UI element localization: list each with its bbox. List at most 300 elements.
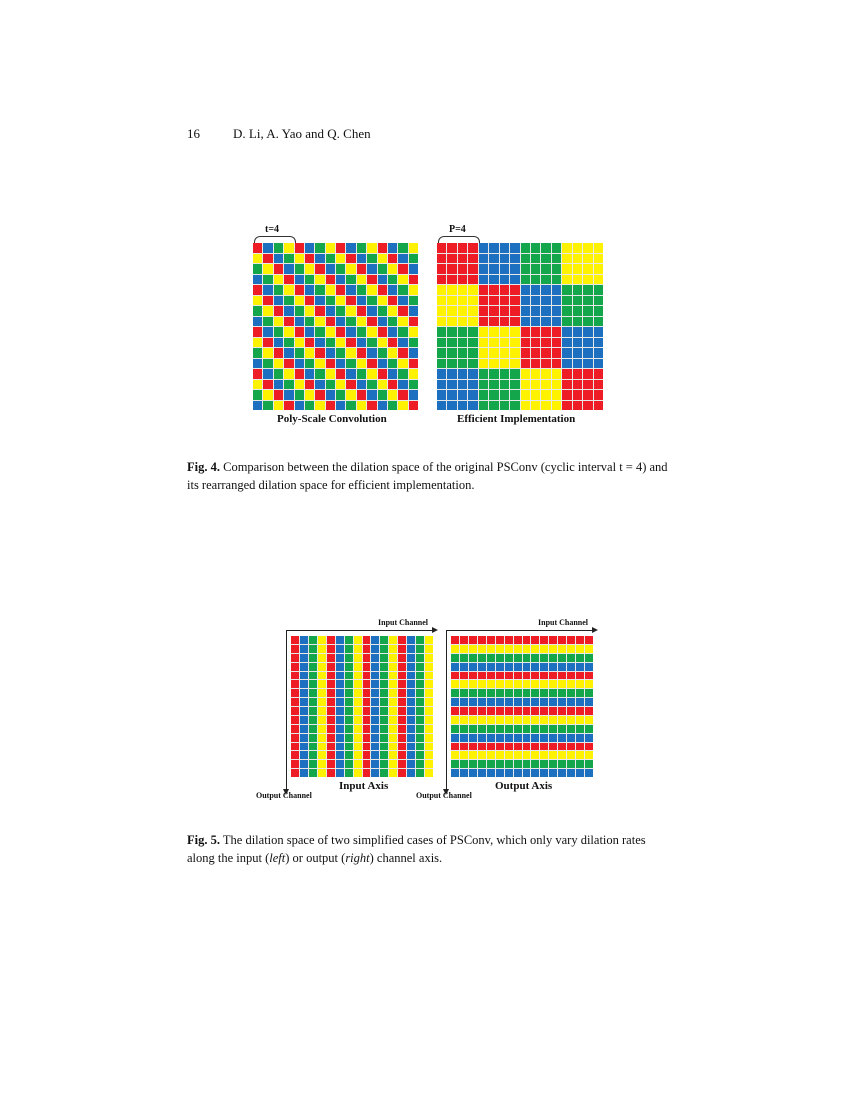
grid-cell: [295, 264, 304, 274]
grid-cell: [468, 401, 477, 411]
grid-cell: [451, 654, 459, 662]
grid-cell: [541, 275, 550, 285]
grid-cell: [469, 663, 477, 671]
grid-cell: [479, 285, 488, 295]
grid-cell: [336, 636, 344, 644]
grid-cell: [549, 716, 557, 724]
grid-cell: [305, 338, 314, 348]
grid-cell: [469, 734, 477, 742]
grid-cell: [398, 359, 407, 369]
grid-cell: [562, 264, 571, 274]
grid-cell: [371, 672, 379, 680]
grid-cell: [562, 348, 571, 358]
grid-cell: [346, 317, 355, 327]
grid-cell: [549, 636, 557, 644]
grid-cell: [326, 264, 335, 274]
grid-cell: [388, 317, 397, 327]
grid-cell: [521, 369, 530, 379]
grid-cell: [305, 348, 314, 358]
grid-cell: [305, 264, 314, 274]
grid-cell: [500, 338, 509, 348]
grid-cell: [549, 725, 557, 733]
grid-cell: [468, 275, 477, 285]
grid-cell: [478, 716, 486, 724]
grid-cell: [363, 636, 371, 644]
grid-cell: [583, 338, 592, 348]
grid-cell: [263, 359, 272, 369]
grid-cell: [478, 698, 486, 706]
grid-cell: [398, 743, 406, 751]
grid-cell: [409, 369, 418, 379]
grid-cell: [388, 359, 397, 369]
grid-cell: [315, 275, 324, 285]
grid-cell: [447, 401, 456, 411]
grid-cell: [274, 401, 283, 411]
grid-cell: [336, 243, 345, 253]
grid-cell: [573, 359, 582, 369]
grid-cell: [409, 359, 418, 369]
grid-cell: [327, 743, 335, 751]
grid-cell: [309, 698, 317, 706]
grid-cell: [388, 296, 397, 306]
input-axis-title: Input Axis: [339, 780, 389, 792]
grid-cell: [389, 751, 397, 759]
grid-cell: [253, 317, 262, 327]
grid-cell: [371, 751, 379, 759]
grid-cell: [398, 275, 407, 285]
grid-cell: [274, 390, 283, 400]
grid-cell: [562, 254, 571, 264]
grid-cell: [478, 663, 486, 671]
grid-cell: [291, 707, 299, 715]
grid-cell: [468, 338, 477, 348]
grid-cell: [336, 707, 344, 715]
grid-cell: [318, 760, 326, 768]
grid-cell: [460, 663, 468, 671]
grid-cell: [388, 327, 397, 337]
grid-cell: [567, 716, 575, 724]
grid-cell: [552, 285, 561, 295]
grid-cell: [514, 725, 522, 733]
grid-cell: [367, 254, 376, 264]
grid-cell: [531, 663, 539, 671]
grid-cell: [253, 254, 262, 264]
grid-cell: [309, 689, 317, 697]
grid-cell: [573, 380, 582, 390]
grid-cell: [558, 689, 566, 697]
grid-cell: [562, 401, 571, 411]
grid-cell: [478, 760, 486, 768]
grid-cell: [425, 716, 433, 724]
grid-cell: [315, 285, 324, 295]
grid-cell: [416, 751, 424, 759]
grid-cell: [318, 689, 326, 697]
grid-cell: [336, 285, 345, 295]
grid-cell: [295, 275, 304, 285]
grid-cell: [295, 401, 304, 411]
grid-cell: [363, 663, 371, 671]
grid-cell: [380, 663, 388, 671]
grid-cell: [594, 348, 603, 358]
grid-cell: [523, 698, 531, 706]
grid-cell: [380, 645, 388, 653]
grid-cell: [367, 401, 376, 411]
grid-cell: [357, 296, 366, 306]
grid-cell: [510, 401, 519, 411]
grid-cell: [460, 751, 468, 759]
right-y-axis: [446, 630, 447, 790]
grid-cell: [263, 338, 272, 348]
grid-cell: [500, 264, 509, 274]
grid-cell: [521, 296, 530, 306]
grid-cell: [576, 672, 584, 680]
grid-cell: [363, 689, 371, 697]
grid-cell: [562, 380, 571, 390]
grid-cell: [567, 698, 575, 706]
grid-cell: [479, 380, 488, 390]
grid-cell: [505, 654, 513, 662]
grid-cell: [437, 380, 446, 390]
grid-cell: [407, 716, 415, 724]
grid-cell: [263, 317, 272, 327]
grid-cell: [523, 689, 531, 697]
grid-cell: [540, 707, 548, 715]
grid-cell: [562, 327, 571, 337]
grid-cell: [447, 296, 456, 306]
grid-cell: [315, 338, 324, 348]
grid-cell: [305, 296, 314, 306]
grid-cell: [573, 275, 582, 285]
grid-cell: [576, 680, 584, 688]
grid-cell: [549, 698, 557, 706]
grid-cell: [531, 359, 540, 369]
grid-cell: [437, 285, 446, 295]
grid-cell: [345, 760, 353, 768]
grid-cell: [479, 401, 488, 411]
grid-cell: [318, 636, 326, 644]
grid-cell: [514, 663, 522, 671]
grid-cell: [378, 338, 387, 348]
grid-cell: [531, 296, 540, 306]
grid-cell: [409, 317, 418, 327]
grid-cell: [469, 743, 477, 751]
grid-cell: [295, 380, 304, 390]
grid-cell: [458, 338, 467, 348]
grid-cell: [253, 243, 262, 253]
grid-cell: [398, 663, 406, 671]
grid-cell: [318, 716, 326, 724]
grid-cell: [295, 254, 304, 264]
grid-cell: [378, 401, 387, 411]
grid-cell: [521, 401, 530, 411]
grid-cell: [336, 654, 344, 662]
grid-cell: [295, 285, 304, 295]
grid-cell: [409, 243, 418, 253]
grid-cell: [388, 264, 397, 274]
grid-cell: [253, 285, 262, 295]
grid-cell: [505, 698, 513, 706]
grid-cell: [291, 734, 299, 742]
grid-cell: [354, 645, 362, 653]
grid-cell: [594, 317, 603, 327]
poly-scale-title: Poly-Scale Convolution: [277, 413, 387, 425]
grid-cell: [496, 654, 504, 662]
grid-cell: [253, 359, 262, 369]
grid-cell: [447, 254, 456, 264]
grid-cell: [531, 243, 540, 253]
grid-cell: [357, 264, 366, 274]
grid-cell: [489, 296, 498, 306]
grid-cell: [389, 760, 397, 768]
grid-cell: [478, 769, 486, 777]
grid-cell: [496, 751, 504, 759]
grid-cell: [336, 369, 345, 379]
grid-cell: [576, 769, 584, 777]
grid-cell: [487, 751, 495, 759]
grid-cell: [585, 760, 593, 768]
grid-cell: [416, 743, 424, 751]
grid-cell: [407, 672, 415, 680]
grid-cell: [558, 672, 566, 680]
grid-cell: [447, 327, 456, 337]
grid-cell: [540, 698, 548, 706]
grid-cell: [345, 672, 353, 680]
grid-cell: [552, 296, 561, 306]
grid-cell: [510, 254, 519, 264]
grid-cell: [468, 380, 477, 390]
grid-cell: [398, 296, 407, 306]
grid-cell: [398, 698, 406, 706]
grid-cell: [594, 380, 603, 390]
grid-cell: [558, 760, 566, 768]
grid-cell: [367, 317, 376, 327]
grid-cell: [552, 243, 561, 253]
grid-cell: [585, 707, 593, 715]
grid-cell: [388, 369, 397, 379]
caption-italic-left: left: [269, 851, 286, 865]
grid-cell: [336, 380, 345, 390]
grid-cell: [416, 734, 424, 742]
grid-cell: [354, 769, 362, 777]
grid-cell: [354, 760, 362, 768]
grid-cell: [460, 707, 468, 715]
grid-cell: [469, 689, 477, 697]
grid-cell: [407, 769, 415, 777]
grid-cell: [510, 275, 519, 285]
grid-cell: [437, 306, 446, 316]
grid-cell: [594, 275, 603, 285]
grid-cell: [336, 645, 344, 653]
grid-cell: [458, 380, 467, 390]
grid-cell: [437, 264, 446, 274]
grid-cell: [291, 689, 299, 697]
grid-cell: [500, 348, 509, 358]
grid-cell: [274, 275, 283, 285]
grid-cell: [345, 743, 353, 751]
grid-cell: [346, 348, 355, 358]
grid-cell: [284, 317, 293, 327]
grid-cell: [576, 636, 584, 644]
grid-cell: [585, 716, 593, 724]
grid-cell: [407, 645, 415, 653]
grid-cell: [380, 751, 388, 759]
grid-cell: [510, 264, 519, 274]
grid-cell: [367, 359, 376, 369]
grid-cell: [573, 254, 582, 264]
grid-cell: [489, 254, 498, 264]
grid-cell: [336, 663, 344, 671]
grid-cell: [295, 296, 304, 306]
grid-cell: [496, 672, 504, 680]
grid-cell: [583, 380, 592, 390]
grid-cell: [541, 348, 550, 358]
grid-cell: [416, 760, 424, 768]
grid-cell: [416, 725, 424, 733]
grid-cell: [326, 254, 335, 264]
grid-cell: [447, 275, 456, 285]
grid-cell: [309, 654, 317, 662]
grid-cell: [510, 327, 519, 337]
grid-cell: [398, 327, 407, 337]
grid-cell: [540, 743, 548, 751]
grid-cell: [562, 306, 571, 316]
grid-cell: [447, 348, 456, 358]
grid-cell: [451, 760, 459, 768]
grid-cell: [346, 254, 355, 264]
grid-cell: [478, 725, 486, 733]
fig4-caption-text: Comparison between the dilation space of the original PSConv (cyclic interval t = 4) and its rearranged dilation space for efficient implementation.: [187, 460, 668, 492]
grid-cell: [371, 645, 379, 653]
grid-cell: [284, 275, 293, 285]
grid-cell: [531, 264, 540, 274]
grid-cell: [500, 285, 509, 295]
grid-cell: [416, 689, 424, 697]
grid-cell: [549, 645, 557, 653]
grid-cell: [562, 243, 571, 253]
grid-cell: [367, 243, 376, 253]
grid-cell: [300, 689, 308, 697]
grid-cell: [263, 264, 272, 274]
grid-cell: [416, 636, 424, 644]
grid-cell: [253, 275, 262, 285]
grid-cell: [468, 390, 477, 400]
fig5-caption-text: ) or output (: [285, 851, 346, 865]
grid-cell: [407, 760, 415, 768]
grid-cell: [284, 348, 293, 358]
grid-cell: [531, 348, 540, 358]
grid-cell: [478, 734, 486, 742]
fig4-caption: [187, 458, 672, 494]
grid-cell: [523, 751, 531, 759]
grid-cell: [458, 275, 467, 285]
grid-cell: [300, 645, 308, 653]
grid-cell: [562, 390, 571, 400]
grid-cell: [336, 390, 345, 400]
grid-cell: [521, 348, 530, 358]
grid-cell: [309, 769, 317, 777]
grid-cell: [309, 663, 317, 671]
grid-cell: [398, 672, 406, 680]
grid-cell: [407, 751, 415, 759]
grid-cell: [378, 285, 387, 295]
grid-cell: [521, 317, 530, 327]
grid-cell: [346, 401, 355, 411]
grid-cell: [567, 680, 575, 688]
grid-cell: [274, 327, 283, 337]
grid-cell: [398, 390, 407, 400]
grid-cell: [500, 380, 509, 390]
grid-cell: [558, 680, 566, 688]
grid-cell: [500, 401, 509, 411]
grid-cell: [487, 663, 495, 671]
grid-cell: [367, 296, 376, 306]
grid-cell: [531, 306, 540, 316]
grid-cell: [274, 359, 283, 369]
grid-cell: [468, 369, 477, 379]
grid-cell: [487, 716, 495, 724]
grid-cell: [460, 698, 468, 706]
grid-cell: [263, 254, 272, 264]
grid-cell: [371, 698, 379, 706]
grid-cell: [371, 734, 379, 742]
grid-cell: [253, 327, 262, 337]
grid-cell: [531, 716, 539, 724]
grid-cell: [274, 369, 283, 379]
grid-cell: [505, 636, 513, 644]
grid-cell: [531, 275, 540, 285]
grid-cell: [318, 654, 326, 662]
grid-cell: [460, 725, 468, 733]
grid-cell: [425, 751, 433, 759]
grid-cell: [447, 243, 456, 253]
brace-label-t: t=4: [265, 224, 280, 235]
grid-cell: [567, 769, 575, 777]
grid-cell: [558, 645, 566, 653]
grid-cell: [468, 327, 477, 337]
grid-cell: [363, 672, 371, 680]
grid-cell: [521, 338, 530, 348]
grid-cell: [585, 734, 593, 742]
efficient-grid: [437, 243, 603, 410]
grid-cell: [389, 645, 397, 653]
grid-cell: [489, 338, 498, 348]
grid-cell: [479, 327, 488, 337]
grid-cell: [398, 369, 407, 379]
grid-cell: [346, 306, 355, 316]
grid-cell: [336, 716, 344, 724]
grid-cell: [380, 769, 388, 777]
grid-cell: [468, 243, 477, 253]
grid-cell: [549, 734, 557, 742]
grid-cell: [274, 264, 283, 274]
grid-cell: [552, 359, 561, 369]
grid-cell: [562, 275, 571, 285]
grid-cell: [469, 645, 477, 653]
grid-cell: [398, 306, 407, 316]
output-axis-grid: [451, 636, 593, 777]
grid-cell: [523, 743, 531, 751]
grid-cell: [505, 645, 513, 653]
grid-cell: [345, 636, 353, 644]
grid-cell: [573, 296, 582, 306]
grid-cell: [531, 689, 539, 697]
grid-cell: [468, 348, 477, 358]
grid-cell: [363, 680, 371, 688]
grid-cell: [425, 636, 433, 644]
grid-cell: [253, 369, 262, 379]
grid-cell: [371, 707, 379, 715]
grid-cell: [309, 725, 317, 733]
